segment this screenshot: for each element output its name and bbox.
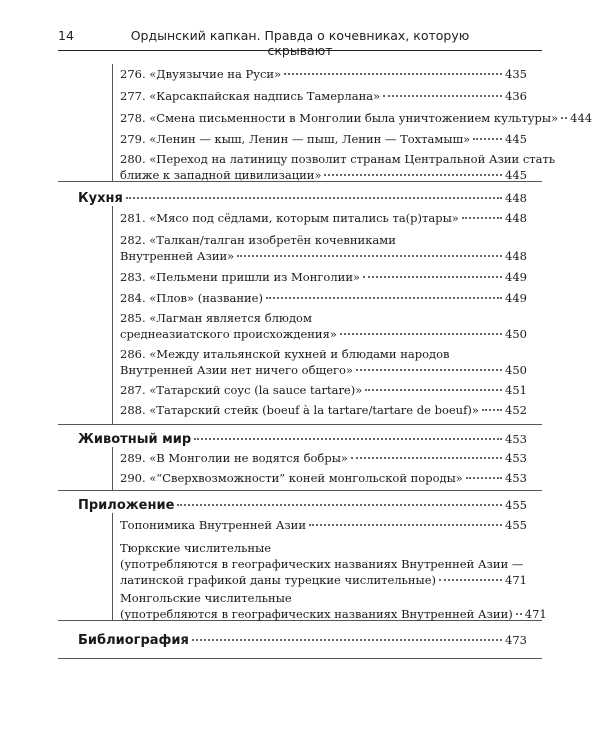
entry-page: 453 [505,451,527,465]
entry-text: 277. «Карсакпайская надпись Тамерлана» [120,89,381,103]
entry-page: 444 [570,111,593,125]
entry-page: 450 [505,363,527,377]
section-divider [58,490,542,491]
entry-text: 288. «Татарский стейк (boeuf à la tartare/tartare de boeuf)» [120,403,479,417]
toc-entry[interactable] [120,590,547,622]
entry-page: 448 [505,249,527,263]
leader-dots [309,524,502,526]
toc-entry[interactable] [120,346,527,378]
entry-text: 285. «Лагман является блюдом [120,311,312,325]
leader-dots [126,197,502,199]
leader-dots [561,117,567,119]
leader-dots [356,369,502,371]
indent-rule [112,513,113,620]
toc-section[interactable] [78,431,527,448]
entry-page: 455 [505,518,527,532]
leader-dots [516,613,522,615]
leader-dots [284,73,502,75]
entry-text: Монгольские числительные [120,591,292,605]
running-title: Ордынский капкан. Правда о кочевниках, которую скрывают [130,28,470,58]
toc-section[interactable] [78,497,527,514]
entry-text: среднеазиатского происхождения» [120,327,337,341]
entry-page: 445 [505,132,527,146]
leader-dots [194,438,502,440]
toc-entry[interactable] [120,232,527,264]
entry-text: 283. «Пельмени пришли из Монголии» [120,270,361,284]
entry-text: 278. «Смена письменности в Монголии была уничтожением культуры» [120,111,559,125]
toc-entry[interactable] [120,210,527,226]
leader-dots [340,333,502,335]
toc-entry[interactable] [120,131,527,147]
entry-text: Внутренней Азии» [120,249,235,263]
entry-page: 436 [505,89,527,103]
entry-text: ближе к западной цивилизации» [120,168,322,182]
section-title: Кухня [78,191,123,206]
entry-page: 455 [505,498,527,512]
entry-page: 435 [505,67,527,81]
toc-entry[interactable] [120,290,527,306]
toc-entry[interactable] [120,66,527,82]
leader-dots [363,276,502,278]
entry-text: 287. «Татарский соус (la sauce tartare)» [120,383,363,397]
entry-page: 449 [505,291,527,305]
section-title: Библиография [78,633,189,648]
entry-page: 448 [505,211,527,225]
running-header [58,28,542,58]
entry-page: 451 [505,383,527,397]
toc-entry[interactable] [120,310,527,342]
leader-dots [482,409,502,411]
entry-page: 471 [524,607,547,621]
entry-text: 282. «Талкан/талган изобретён кочевниками [120,233,396,247]
entry-page: 445 [505,168,527,182]
toc-entry[interactable] [120,470,527,486]
leader-dots [439,579,502,581]
leader-dots [473,138,502,140]
section-divider [58,424,542,425]
entry-text: 280. «Переход на латиницу позволит странам Центральной Азии стать [120,152,556,166]
section-divider [58,658,542,659]
indent-rule [112,206,113,424]
toc-entry[interactable] [120,450,527,466]
section-title: Приложение [78,498,175,513]
leader-dots [383,95,502,97]
leader-dots [266,297,502,299]
toc-section[interactable] [78,190,527,207]
entry-page: 471 [505,573,527,587]
entry-page: 452 [505,403,527,417]
toc-entry[interactable] [120,382,527,398]
toc-entry[interactable] [120,517,527,533]
entry-page: 449 [505,270,527,284]
toc-entry[interactable] [120,402,527,418]
toc-entry[interactable] [120,88,527,104]
entry-text: Внутренней Азии нет ничего общего» [120,363,353,377]
leader-dots [192,639,502,641]
entry-page: 453 [505,471,527,485]
entry-text: (употребляются в географических названиях Внутренней Азии — [120,557,524,571]
entry-text: 286. «Между итальянской кухней и блюдами народов [120,347,450,361]
page-number: 14 [58,28,74,43]
leader-dots [351,457,502,459]
indent-rule [112,64,113,181]
toc-entry[interactable] [120,110,593,126]
entry-text: (употребляются в географических названиях Внутренней Азии) [120,607,513,621]
entry-text: 276. «Двуязычие на Руси» [120,67,282,81]
leader-dots [365,389,502,391]
entry-text: Тюркские числительные [120,541,272,555]
entry-text: латинской графикой даны турецкие числительные) [120,573,437,587]
leader-dots [177,504,502,506]
toc-entry[interactable] [120,540,527,588]
leader-dots [324,174,502,176]
entry-page: 448 [505,191,527,205]
entry-page: 473 [505,633,527,647]
toc-entry[interactable] [120,151,556,183]
entry-text: 289. «В Монголии не водятся бобры» [120,451,348,465]
entry-page: 453 [505,432,527,446]
toc-section[interactable] [78,632,527,649]
entry-text: 281. «Мясо под сёдлами, которым питались та(р)тары» [120,211,459,225]
entry-text: 284. «Плов» (название) [120,291,263,305]
header-rule [58,50,542,51]
leader-dots [237,255,502,257]
section-title: Животный мир [78,432,192,447]
leader-dots [466,477,502,479]
entry-page: 450 [505,327,527,341]
entry-text: Топонимика Внутренней Азии [120,518,306,532]
entry-text: 279. «Ленин — кыш, Ленин — пыш, Ленин — Тохтамыш» [120,132,471,146]
toc-entry[interactable] [120,269,527,285]
leader-dots [462,217,502,219]
indent-rule [112,447,113,490]
entry-text: 290. «“Сверхвозможности” коней монгольской породы» [120,471,463,485]
